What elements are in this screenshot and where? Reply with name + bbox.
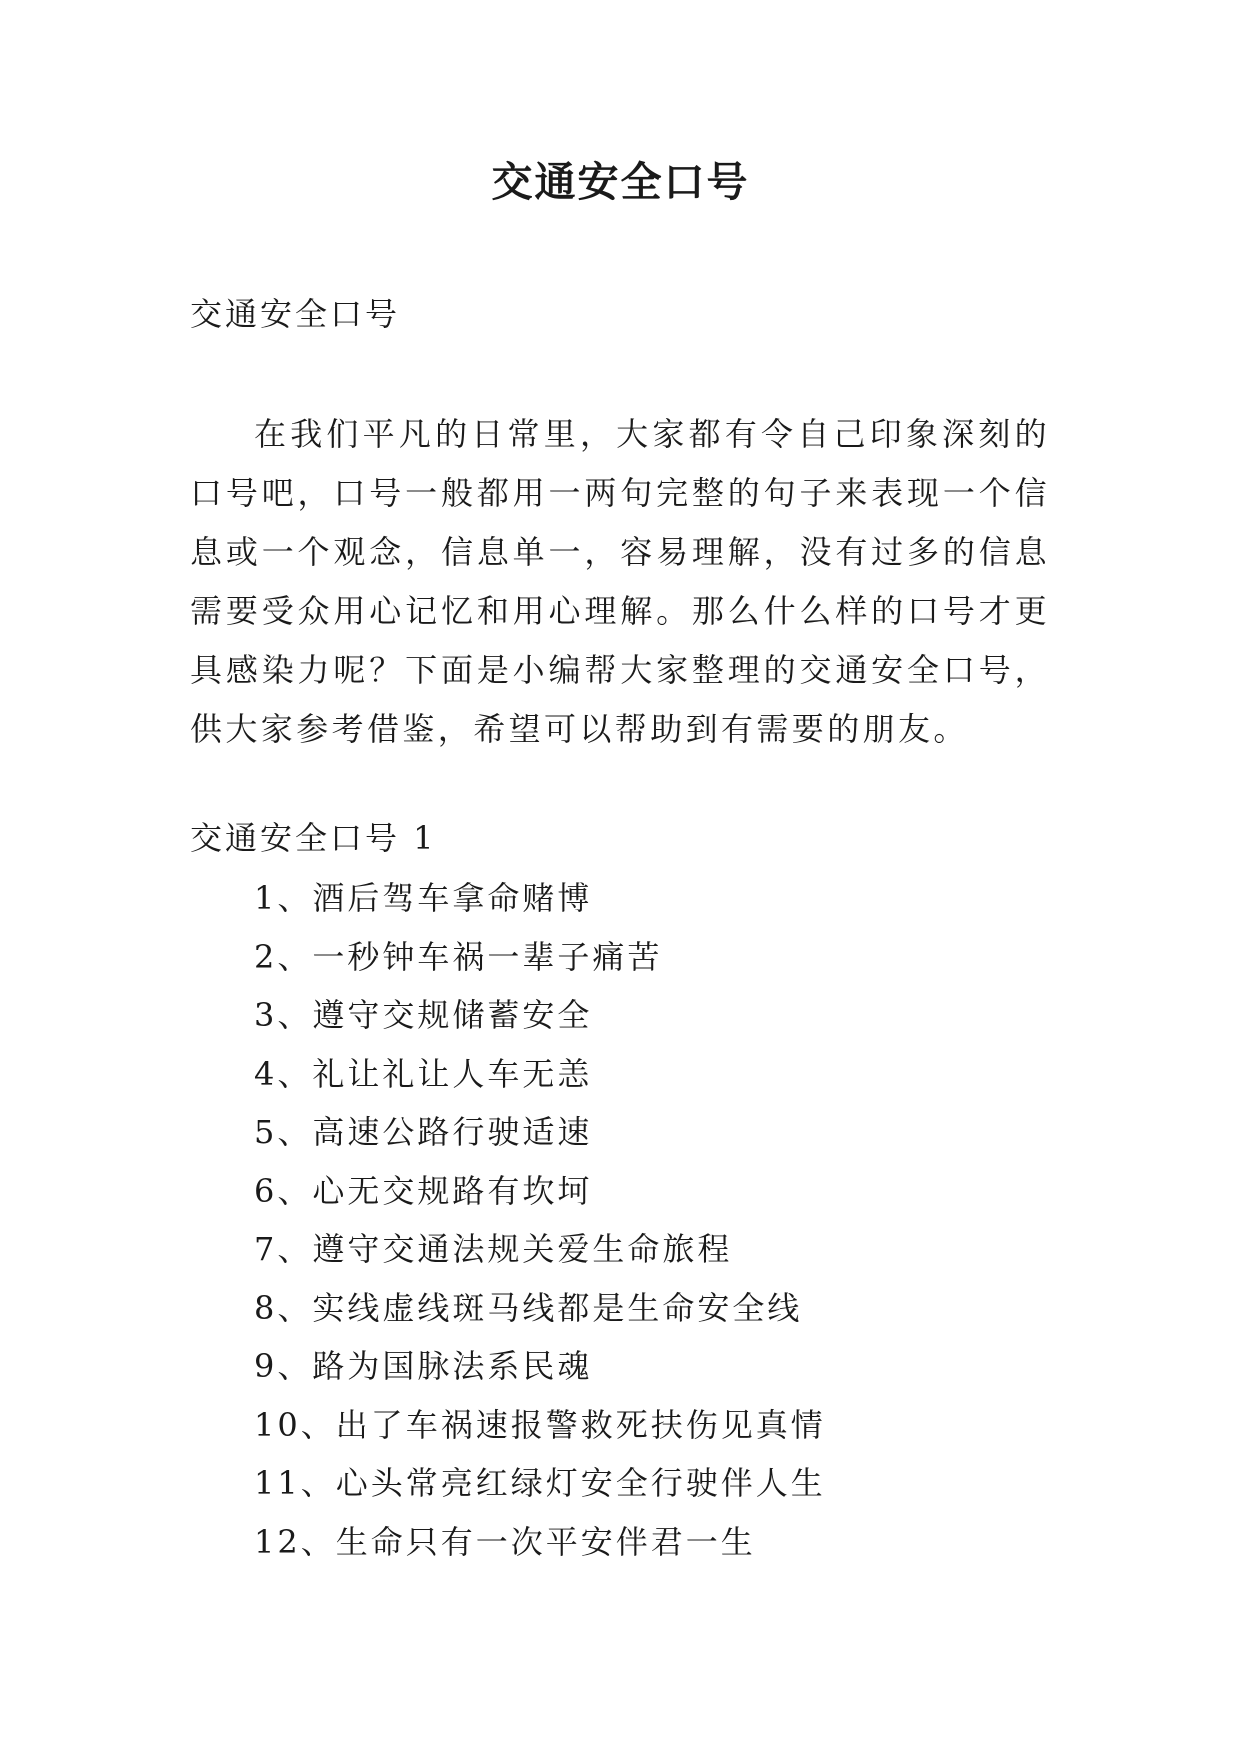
slogan-item: 2、一秒钟车祸一辈子痛苦 [254,937,663,976]
slogan-item: 8、实线虚线斑马线都是生命安全线 [254,1288,803,1327]
slogan-item: 1、酒后驾车拿命赌博 [254,879,593,917]
slogan-item: 3、遵守交规储蓄安全 [254,996,593,1034]
section-heading: 交通安全口号 1 [190,819,437,857]
slogan-item: 4、礼让礼让人车无恙 [254,1054,593,1093]
slogan-item: 12、生命只有一次平安伴君一生 [254,1522,756,1561]
slogan-item: 10、出了车祸速报警救死扶伤见真情 [254,1405,826,1444]
slogan-item: 6、心无交规路有坎坷 [254,1171,593,1210]
slogan-item: 11、心头常亮红绿灯安全行驶伴人生 [254,1464,826,1502]
slogan-list [254,869,826,1571]
document-subtitle: 交通安全口号 [190,295,401,333]
intro-paragraph: 在我们平凡的日常里，大家都有令自己印象深刻的口号吧，口号一般都用一两句完整的句子来表现一个信息或一个观念，信息单一，容易理解，没有过多的信息需要受众用心记忆和用心理解。那么什么样的口号才更具感染力呢？下面是小编帮大家整理的交通安全口号，供大家参考借鉴，希望可以帮助到有需要的朋友。 [190,415,1050,748]
slogan-item: 5、高速公路行驶适速 [254,1113,593,1151]
slogan-item: 7、遵守交通法规关爱生命旅程 [254,1230,733,1268]
slogan-item: 9、路为国脉法系民魂 [254,1347,593,1385]
document-title: 交通安全口号 [491,158,750,206]
